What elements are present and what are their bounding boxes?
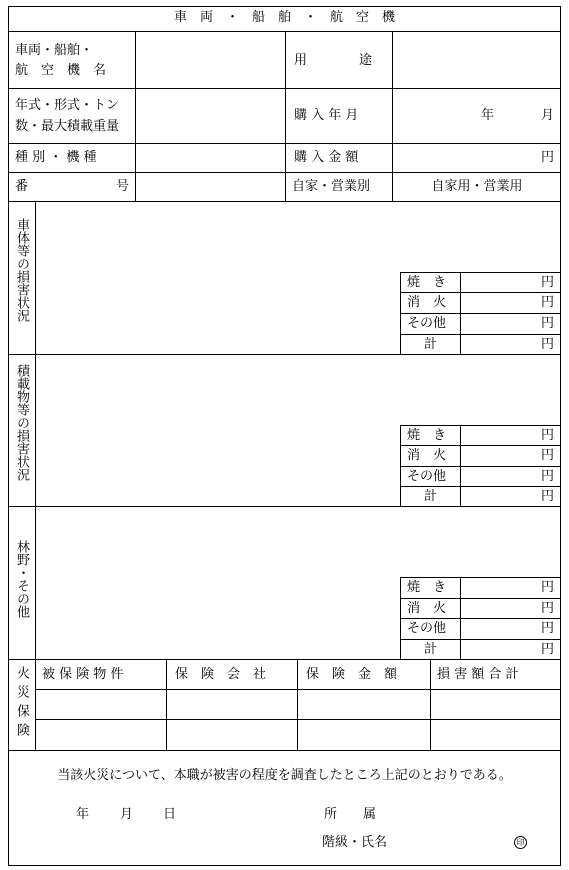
yen-unit: 円 [541, 642, 555, 657]
extinguish-label: 消 火 [407, 601, 447, 616]
usage-label: 自家・営業別 [292, 179, 371, 194]
vehicle-name-label: 車両・船舶・ [15, 43, 94, 58]
purchase-price-label: 購 入 金 額 [294, 150, 359, 165]
extinguish-label: 消 火 [407, 448, 447, 463]
insurance-amount-header: 保 険 金 額 [306, 667, 398, 682]
damage-total-field[interactable] [431, 720, 560, 749]
model-field[interactable] [136, 89, 284, 142]
other-label: その他 [407, 316, 447, 331]
divider [8, 506, 561, 507]
yen-unit: 円 [541, 448, 555, 463]
insurance-company-field[interactable] [167, 690, 296, 718]
seal-mark: 印 [514, 836, 527, 849]
divider [8, 659, 561, 660]
yen-unit: 円 [541, 316, 555, 331]
purchase-date-label: 購 入 年 月 [294, 108, 359, 123]
damage-total-field[interactable] [431, 690, 560, 718]
divider [400, 466, 561, 467]
divider [400, 445, 561, 446]
insurance-company-field[interactable] [167, 720, 296, 749]
fire-insurance-label: 火災保険 [14, 666, 29, 742]
divider [8, 201, 561, 202]
insurance-company-header: 保 険 会 社 [175, 667, 267, 682]
yen-unit: 円 [541, 580, 555, 595]
divider [400, 292, 561, 293]
number-field[interactable] [136, 173, 284, 200]
divider [8, 354, 561, 355]
vehicle-name-field[interactable] [136, 32, 284, 87]
total-label: 計 [424, 337, 438, 352]
other-label: その他 [407, 621, 447, 636]
insured-property-field[interactable] [37, 720, 165, 749]
type-label: 種 別 ・ 機 種 [15, 150, 97, 165]
number-label: 号 [116, 179, 130, 194]
statement-text: 当該火災について、本職が被害の程度を調査したところ上記のとおりである。 [57, 768, 512, 783]
body-damage-label: 車体等の損害状況 [14, 218, 29, 322]
divider [35, 201, 36, 750]
divider [400, 272, 401, 354]
divider [400, 272, 561, 273]
total-label: 計 [424, 642, 438, 657]
date-day: 日 [163, 807, 177, 822]
divider [400, 425, 561, 426]
yen-unit: 円 [541, 337, 555, 352]
insurance-amount-field[interactable] [298, 690, 429, 718]
cargo-damage-label: 積載物等の損害状況 [14, 364, 29, 481]
damage-total-header: 損 害 額 合 計 [437, 667, 519, 682]
use-field[interactable] [393, 32, 560, 87]
divider [400, 313, 561, 314]
insured-property-header: 被 保 険 物 件 [42, 667, 124, 682]
divider [460, 425, 461, 506]
divider [400, 334, 561, 335]
divider [400, 577, 561, 578]
yen-unit: 円 [541, 150, 555, 165]
divider [8, 750, 561, 751]
purchase-year-unit: 年 [481, 108, 495, 123]
divider [400, 598, 561, 599]
yen-unit: 円 [541, 428, 555, 443]
burn-label: 焼 き [407, 275, 447, 290]
divider [460, 272, 461, 354]
yen-unit: 円 [541, 295, 555, 310]
insured-property-field[interactable] [37, 690, 165, 718]
divider [285, 31, 286, 201]
model-label: 数・最大積載重量 [15, 119, 120, 134]
divider [400, 577, 401, 659]
divider [400, 486, 561, 487]
number-label: 番 [15, 179, 29, 194]
divider [460, 577, 461, 659]
date-month: 月 [120, 807, 134, 822]
yen-unit: 円 [541, 621, 555, 636]
affiliation-label: 所 属 [324, 807, 377, 822]
model-label: 年式・形式・トン [15, 98, 120, 113]
usage-value[interactable]: 自家用・営業用 [431, 179, 523, 194]
yen-unit: 円 [541, 275, 555, 290]
type-field[interactable] [136, 144, 284, 171]
rank-name-label: 階級・氏名 [322, 835, 388, 850]
burn-label: 焼 き [407, 580, 447, 595]
yen-unit: 円 [541, 469, 555, 484]
divider [400, 618, 561, 619]
divider [400, 639, 561, 640]
use-label: 用 途 [294, 53, 373, 68]
vehicle-name-label: 航 空 機 名 [15, 63, 107, 78]
form-title: 車 両 ・ 船 舶 ・ 航 空 機 [173, 10, 395, 25]
yen-unit: 円 [541, 601, 555, 616]
burn-label: 焼 き [407, 428, 447, 443]
insurance-amount-field[interactable] [298, 720, 429, 749]
other-label: その他 [407, 469, 447, 484]
extinguish-label: 消 火 [407, 295, 447, 310]
total-label: 計 [424, 489, 438, 504]
divider [400, 425, 401, 506]
yen-unit: 円 [541, 489, 555, 504]
forest-other-label: 林野・その他 [14, 540, 29, 618]
purchase-month-unit: 月 [541, 108, 555, 123]
date-year: 年 [76, 807, 90, 822]
